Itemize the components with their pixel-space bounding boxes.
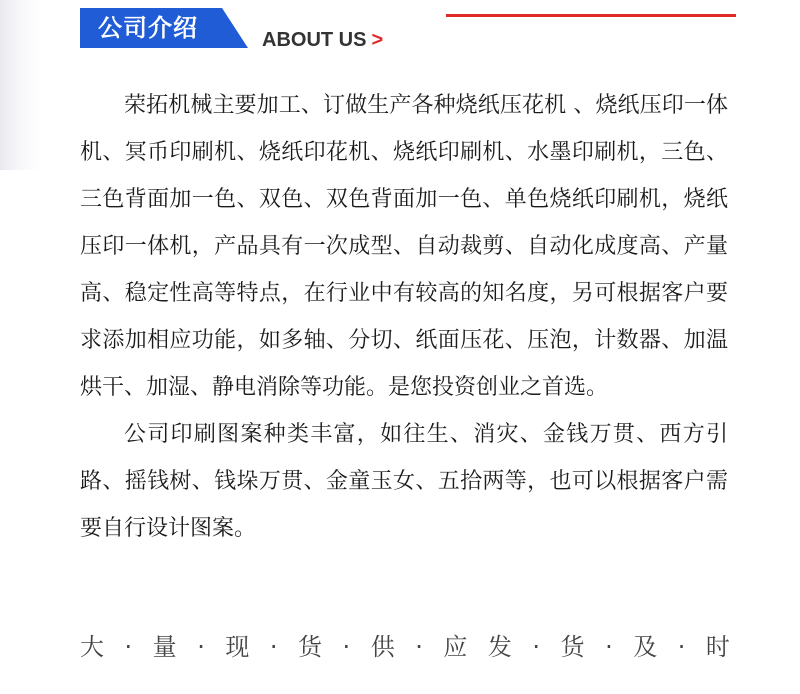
slogan-separator: ·: [124, 633, 133, 661]
slogan-char: 及: [633, 633, 658, 661]
slogan-char: 供: [370, 633, 395, 661]
slogan-separator: ·: [677, 633, 686, 661]
section-title: 公司介绍: [98, 14, 198, 42]
company-intro-text: [80, 82, 728, 552]
slogan-char: 时: [705, 633, 730, 661]
slogan-char: 货: [560, 633, 585, 661]
slogan-separator: ·: [197, 633, 205, 661]
slogan-separator: ·: [605, 633, 613, 661]
intro-paragraph-products: 荣拓机械主要加工、订做生产各种烧纸压花机 、烧纸压印一体机、冥币印刷机、烧纸印花机、烧纸印刷机、水墨印刷机，三色、三色背面加一色、双色、双色背面加一色、单色烧纸印刷机，烧纸压印一体机，产品具有一次成型、自动裁剪、自动化成度高、产量高、稳定性高等特点，在行业中有较高的知名度，另可根据客户要求添加相应功能，如多轴、分切、纸面压花、压泡，计数器、加温烘干、加湿、静电消除等功能。是您投资创业之首选。: [80, 93, 728, 400]
slogan: [80, 627, 730, 667]
slogan-char: 大: [80, 633, 104, 661]
slogan-char: 发: [487, 633, 512, 661]
section-subtitle: [262, 28, 383, 52]
intro-paragraph-patterns: 公司印刷图案种类丰富，如往生、消灾、金钱万贯、西方引路、摇钱树、钱垛万贯、金童玉女、五拾两等，也可以根据客户需要自行设计图案。: [80, 422, 728, 541]
chevron-right-icon: >: [371, 29, 384, 51]
header-divider: [446, 14, 736, 17]
slogan-char: 货: [298, 633, 323, 661]
slogan-separator: ·: [342, 633, 351, 661]
slogan-char: 量: [152, 633, 177, 661]
slogan-char: 应: [443, 633, 468, 661]
section-subtitle-text: ABOUT US: [262, 29, 367, 51]
left-edge-shadow: [0, 0, 40, 170]
slogan-separator: ·: [415, 633, 423, 661]
slogan-separator: ·: [532, 633, 541, 661]
slogan-char: 现: [225, 633, 250, 661]
section-header: [80, 8, 740, 53]
slogan-separator: ·: [269, 633, 278, 661]
